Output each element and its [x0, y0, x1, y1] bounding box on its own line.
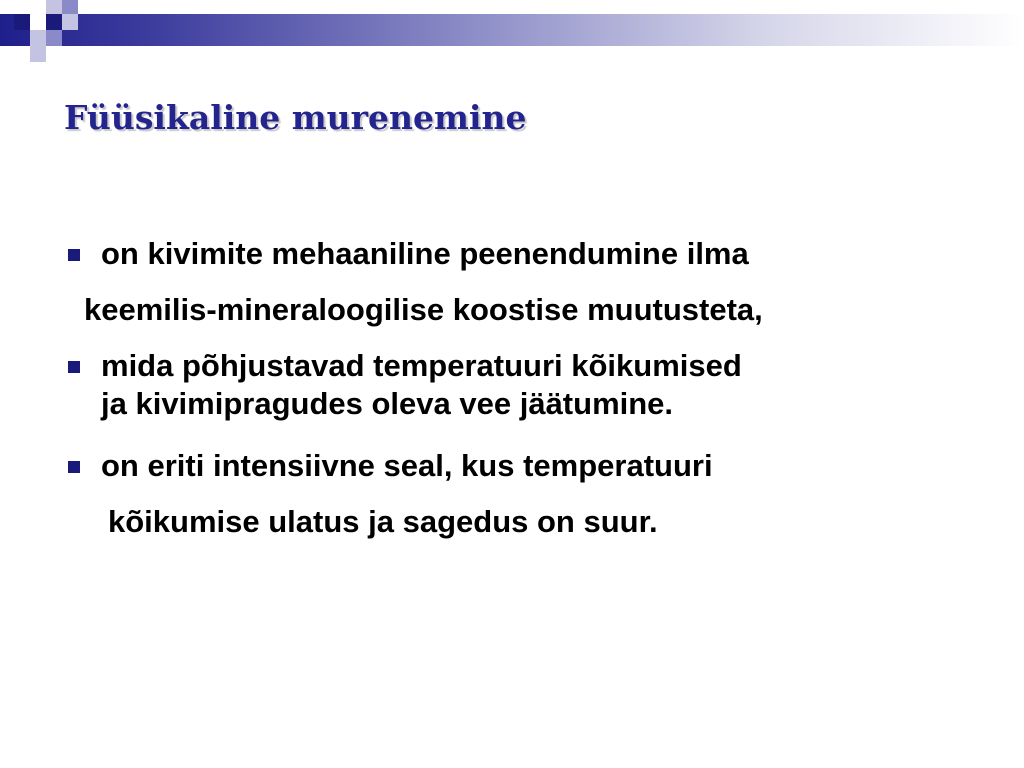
square-bullet-icon [68, 361, 80, 373]
list-item [64, 444, 984, 488]
list-item-continuation [64, 288, 984, 332]
slide-title: Füüsikaline murenemine [64, 98, 527, 137]
square-bullet-icon [68, 461, 80, 473]
list-item-continuation [64, 382, 984, 426]
bullet-text: keemilis-mineraloogilise koostise muutusteta, [84, 292, 763, 327]
bullet-text: ja kivimipragudes oleva vee jäätumine. [101, 386, 674, 421]
list-item [64, 232, 984, 276]
header-gradient-band [0, 14, 1024, 46]
bullet-text: mida põhjustavad temperatuuri kõikumised [101, 348, 742, 383]
list-item-continuation [64, 500, 984, 544]
bullet-text: on eriti intensiivne seal, kus temperatuuri [101, 448, 713, 483]
square-bullet-icon [68, 249, 80, 261]
bullet-text: kõikumise ulatus ja sagedus on suur. [108, 504, 658, 539]
bullet-list [64, 232, 984, 544]
bullet-text: on kivimite mehaaniline peenendumine ilma [101, 236, 749, 271]
